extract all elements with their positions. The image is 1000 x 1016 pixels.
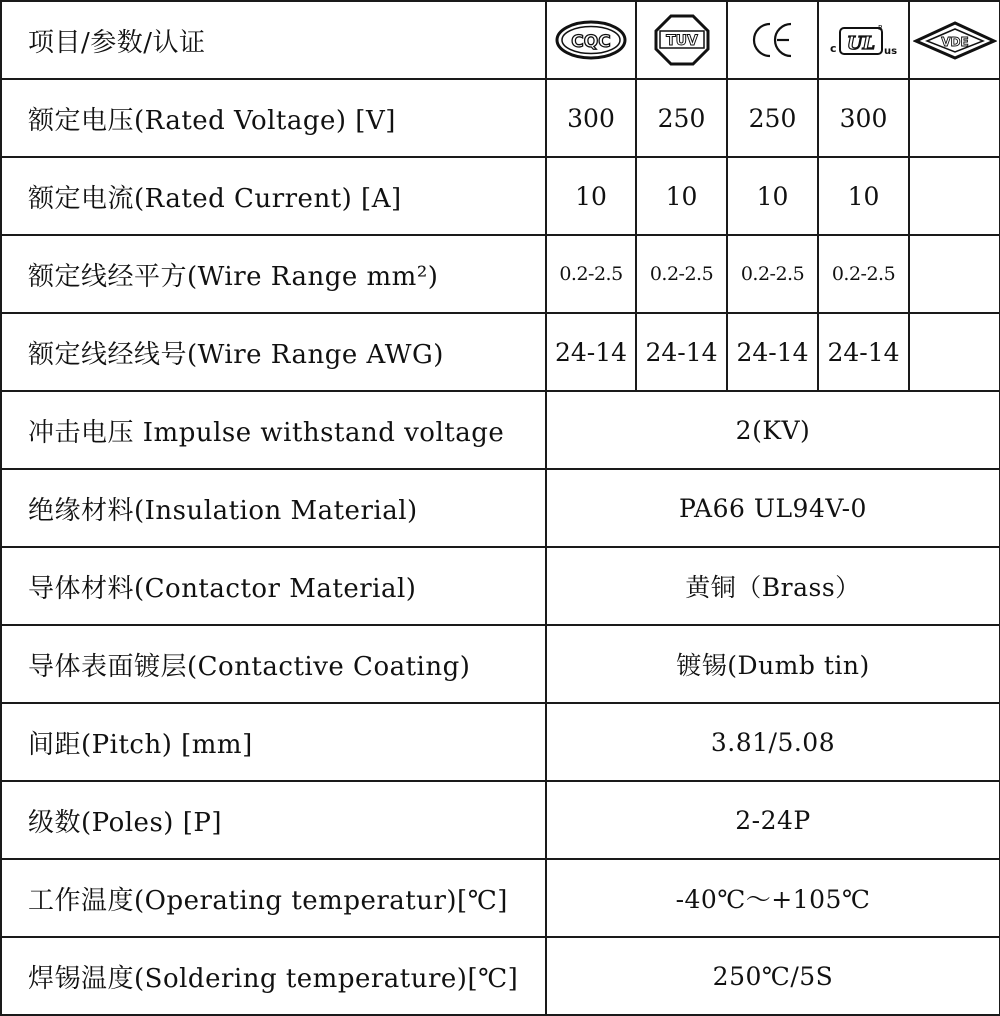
value-cell: 250 [727, 79, 818, 157]
value-cell: 10 [727, 157, 818, 235]
value-cell: 0.2-2.5 [727, 235, 818, 313]
value-cell: 300 [818, 79, 909, 157]
row-label: 焊锡温度(Soldering temperature)[℃] [1, 937, 546, 1015]
value-cell: 10 [636, 157, 727, 235]
value-cell: 0.2-2.5 [546, 235, 636, 313]
row-label: 间距(Pitch) [mm] [1, 703, 546, 781]
table-row [1, 313, 1000, 391]
table-row [1, 547, 1000, 625]
merged-value-cell: 黄铜（Brass） [546, 547, 1000, 625]
row-label: 工作温度(Operating temperatur)[℃] [1, 859, 546, 937]
tuv-logo-icon [636, 1, 727, 79]
row-label: 额定电压(Rated Voltage) [V] [1, 79, 546, 157]
row-label: 额定电流(Rated Current) [A] [1, 157, 546, 235]
svg-text:TUV: TUV [665, 33, 698, 49]
value-cell: 300 [546, 79, 636, 157]
culus-logo-icon [818, 1, 909, 79]
value-cell: 24-14 [546, 313, 636, 391]
row-label: 绝缘材料(Insulation Material) [1, 469, 546, 547]
row-label: 级数(Poles) [P] [1, 781, 546, 859]
header-row [1, 1, 1000, 79]
value-cell [909, 313, 1000, 391]
table-row [1, 235, 1000, 313]
table-row [1, 79, 1000, 157]
table-row [1, 703, 1000, 781]
table-row [1, 469, 1000, 547]
svg-text:CQC: CQC [571, 32, 611, 52]
row-label: 额定线经线号(Wire Range AWG) [1, 313, 546, 391]
table-row [1, 157, 1000, 235]
merged-value-cell: 2(KV) [546, 391, 1000, 469]
value-cell: 250 [636, 79, 727, 157]
table-row [1, 391, 1000, 469]
value-cell [909, 79, 1000, 157]
table-row [1, 937, 1000, 1015]
value-cell [909, 157, 1000, 235]
merged-value-cell: 2-24P [546, 781, 1000, 859]
svg-text:R: R [877, 24, 883, 32]
merged-value-cell: 镀锡(Dumb tin) [546, 625, 1000, 703]
value-cell [909, 235, 1000, 313]
svg-text:us: us [883, 46, 897, 57]
value-cell: 24-14 [818, 313, 909, 391]
row-label: 导体表面镀层(Contactive Coating) [1, 625, 546, 703]
merged-value-cell: 3.81/5.08 [546, 703, 1000, 781]
svg-text:c: c [829, 42, 837, 55]
vde-logo-icon [909, 1, 1000, 79]
cqc-logo-icon [546, 1, 636, 79]
value-cell: 24-14 [727, 313, 818, 391]
value-cell: 10 [546, 157, 636, 235]
row-label: 额定线经平方(Wire Range mm²) [1, 235, 546, 313]
row-label: 导体材料(Contactor Material) [1, 547, 546, 625]
merged-value-cell: -40℃～+105℃ [546, 859, 1000, 937]
value-cell: 0.2-2.5 [636, 235, 727, 313]
table-row [1, 625, 1000, 703]
value-cell: 10 [818, 157, 909, 235]
svg-text:UL: UL [846, 33, 875, 54]
row-label: 冲击电压 Impulse withstand voltage [1, 391, 546, 469]
table-row [1, 859, 1000, 937]
header-label: 项目/参数/认证 [1, 1, 546, 79]
svg-text:VDE: VDE [940, 35, 969, 49]
ce-logo-icon [727, 1, 818, 79]
merged-value-cell: PA66 UL94V-0 [546, 469, 1000, 547]
value-cell: 24-14 [636, 313, 727, 391]
merged-value-cell: 250℃/5S [546, 937, 1000, 1015]
value-cell: 0.2-2.5 [818, 235, 909, 313]
table-row [1, 781, 1000, 859]
